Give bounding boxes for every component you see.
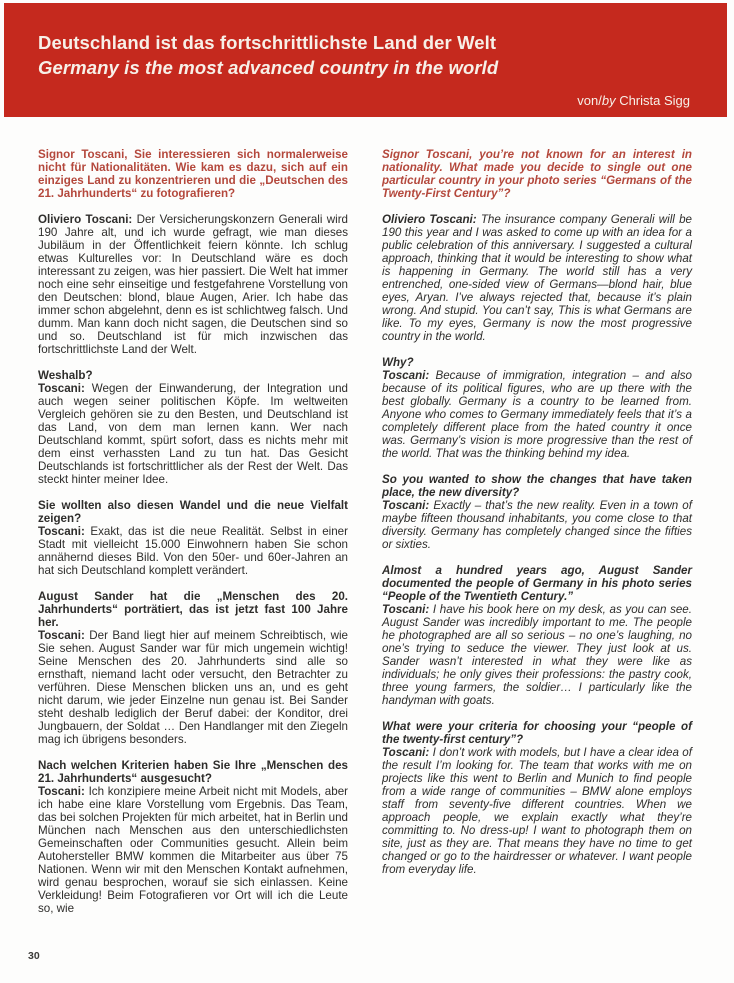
qa-block xyxy=(382,564,692,707)
page-title-german: Deutschland ist das fortschrittlichste Land der Welt xyxy=(38,32,497,53)
speaker-name: Toscani: xyxy=(382,369,430,382)
answer-text: Der Versicherungskonzern Generali wird 190 Jahre alt, und ich wurde gefragt, wie man dieses Jubiläum in der Öffentlichkeit feiern könnte. Ich schlug etwas Kulturelles vor: In Deutschland wäre es doch interessant zu zeigen, was hier passiert. Die Welt hat immer noch eine sehr einseitige und festgefahrene Vorstellung von den Deutschen: blond, blaue Augen, Arier. Ich habe das immer schon abgelehnt, denn es ist schlichtweg falsch. Und dumm. Man kann doch nicht sagen, die Deutschen sind so und so. Deutschland ist für mich inzwischen das fortschrittlichste Land der Welt. xyxy=(38,213,349,356)
interview-answer xyxy=(38,213,348,356)
answer-text: I have his book here on my desk, as you can see. August Sander was incredibly important to me. The people he photographed are all so serious – no one’s laughing, no one’s trying to seduce the viewer. They just look at us. Sander wasn’t interested in what they were like as individuals; he only gives their professions: the pastry cook, three young farmers, the soldier… I particularly like the handyman with goats. xyxy=(382,603,692,707)
speaker-name: Oliviero Toscani: xyxy=(38,213,133,226)
interview-answer xyxy=(38,785,348,915)
title-block xyxy=(38,30,498,80)
answer-text: Exakt, das ist die neue Realität. Selbst in einer Stadt mit vielleicht 15.000 Einwohnern haben Sie schon annähernd dieses Bild. Von den 50er- und 60er-Jahren an hat sich Deutschland komplett verändert. xyxy=(38,525,348,577)
interview-question: Sie wollten also diesen Wandel und die neue Vielfalt zeigen? xyxy=(38,499,348,525)
speaker-name: Toscani: xyxy=(38,382,85,395)
interview-answer xyxy=(38,382,348,486)
qa-block xyxy=(382,473,692,551)
interview-answer xyxy=(382,603,692,707)
speaker-name: Toscani: xyxy=(382,603,430,616)
interview-answer xyxy=(38,525,348,577)
interview-answer xyxy=(382,369,692,460)
speaker-name: Toscani: xyxy=(38,785,85,798)
qa-block xyxy=(382,148,692,343)
speaker-name: Toscani: xyxy=(38,629,85,642)
interview-question: Nach welchen Kriterien haben Sie Ihre „Menschen des 21. Jahrhunderts“ ausgesucht? xyxy=(38,759,348,785)
answer-text: Ich konzipiere meine Arbeit nicht mit Models, aber ich habe eine klare Vorstellung vom Ergebnis. Das Team, das bei solchen Projekten für mich arbeitet, hat in Berlin und München nach Menschen aus den unterschiedlichsten Gemeinschaften oder Communities gesucht. Allein beim Autohersteller BMW kommen die Mitarbeiter aus über 75 Nationen. Wenn wir mit den Menschen Kontakt aufnehmen, wird genau besprochen, worauf sie sich einlassen. Keine Verkleidung! Beim Fotografieren vor Ort will ich die Leute so, wie xyxy=(38,785,348,915)
interview-question: Why? xyxy=(382,356,414,369)
page-title-english: Germany is the most advanced country in the world xyxy=(38,57,499,78)
interview-question: What were your criteria for choosing your “people of the twenty-first century”? xyxy=(382,720,692,746)
page-number: 30 xyxy=(28,950,40,962)
speaker-name: Oliviero Toscani: xyxy=(382,213,477,226)
byline-prefix: von/ xyxy=(577,93,602,108)
interview-question: So you wanted to show the changes that have taken place, the new diversity? xyxy=(382,473,692,499)
qa-block xyxy=(38,148,348,356)
interview-answer xyxy=(382,499,692,551)
interview-content xyxy=(38,148,692,915)
qa-block xyxy=(382,720,692,876)
interview-question: Signor Toscani, Sie interessieren sich normalerweise nicht für Nationalitäten. Wie kam es dazu, sich auf ein einziges Land zu konzentrieren und die „Deutschen des 21. Jahrhunderts“ zu fotografieren? xyxy=(38,148,348,200)
byline xyxy=(577,93,690,108)
interview-question: August Sander hat die „Menschen des 20. Jahrhunderts“ porträtiert, das ist jetzt fast 100 Jahre her. xyxy=(38,590,348,629)
byline-by: by xyxy=(601,93,616,108)
speaker-name: Toscani: xyxy=(382,746,430,759)
answer-text: Wegen der Einwanderung, der Integration und auch wegen seiner politischen Köpfe. Im weltweiten Vergleich gehören sie zu den Besten, und Deutschland ist das Land, von dem man lernen kann. Wer nach Deutschland kommt, spürt sofort, dass es nichts mehr mit dem einst verhassten Land zu tun hat. Das Gesicht Deutschlands ist fortschrittlicher als der Rest der Welt. Das steckt hinter meiner Idee. xyxy=(38,382,348,486)
column-english xyxy=(382,148,692,915)
interview-question: Almost a hundred years ago, August Sander documented the people of Germany in his photo series “People of the Twentieth Century.” xyxy=(382,564,692,603)
qa-block xyxy=(38,369,348,486)
qa-block xyxy=(382,356,692,460)
answer-text: Der Band liegt hier auf meinem Schreibtisch, wie Sie sehen. August Sander war für mich ungemein wichtig! Seine Menschen des 20. Jahrhunderts sind alle so ernsthaft, niemand lacht oder versucht, den Betrachter zu verführen. Diese Menschen blicken uns an, und es geht nicht darum, wie jeder Einzelne nun genau ist. Bei Sander steht deshalb lediglich der Beruf dabei: der Konditor, drei Jungbauern, der Soldat … Den Handlanger mit den Ziegeln mag ich übrigens besonders. xyxy=(38,629,348,746)
column-german xyxy=(38,148,348,915)
answer-text: Exactly – that’s the new reality. Even in a town of maybe fifteen thousand inhabitants, you come close to that diversity. Germany has completely changed since the fifties or sixties. xyxy=(382,499,692,551)
byline-author: Christa Sigg xyxy=(615,93,690,108)
interview-question: Signor Toscani, you’re not known for an interest in nationality. What made you decide to single out one particular country in your photo series “Germans of the Twenty-First Century”? xyxy=(382,148,692,200)
qa-block xyxy=(38,759,348,915)
answer-text: Because of immigration, integration – and also because of its political figures, who are up there with the best globally. Germany is a country to be learned from. Anyone who comes to Germany immediately feels that it’s a completely different place from the hated country it once was. Germany’s vision is more progressive than the rest of the world. That was the thinking behind my idea. xyxy=(382,369,692,460)
answer-text: I don’t work with models, but I have a clear idea of the result I’m looking for. The team that works with me on projects like this went to Berlin and Munich to find people from a wide range of communities – BMW alone employs staff from seventy-five different countries. When we approach people, we explain exactly what they’re committing to. No dress-up! I want to photograph them on site, just as they are. That means they have no time to get changed or go to the hairdresser or whatever. I want people from everyday life. xyxy=(382,746,692,876)
qa-block xyxy=(38,499,348,577)
header-banner xyxy=(4,3,727,117)
speaker-name: Toscani: xyxy=(382,499,430,512)
interview-answer xyxy=(382,213,692,343)
speaker-name: Toscani: xyxy=(38,525,85,538)
interview-question: Weshalb? xyxy=(38,369,93,382)
interview-answer xyxy=(382,746,692,876)
interview-answer xyxy=(38,629,348,746)
qa-block xyxy=(38,590,348,746)
answer-text: The insurance company Generali will be 190 this year and I was asked to come up with an idea for a public celebration of this anniversary. I suggested a cultural approach, thinking that it would be interesting to show what is happening in Germany. The world still has a very entrenched, one-sided view of Germans—blond hair, blue eyes, Aryan. I’ve always rejected that, because it’s plain wrong. And stupid. You can’t say, This is what Germans are like. To my eyes, Germany is now the most progressive country in the world. xyxy=(382,213,692,343)
